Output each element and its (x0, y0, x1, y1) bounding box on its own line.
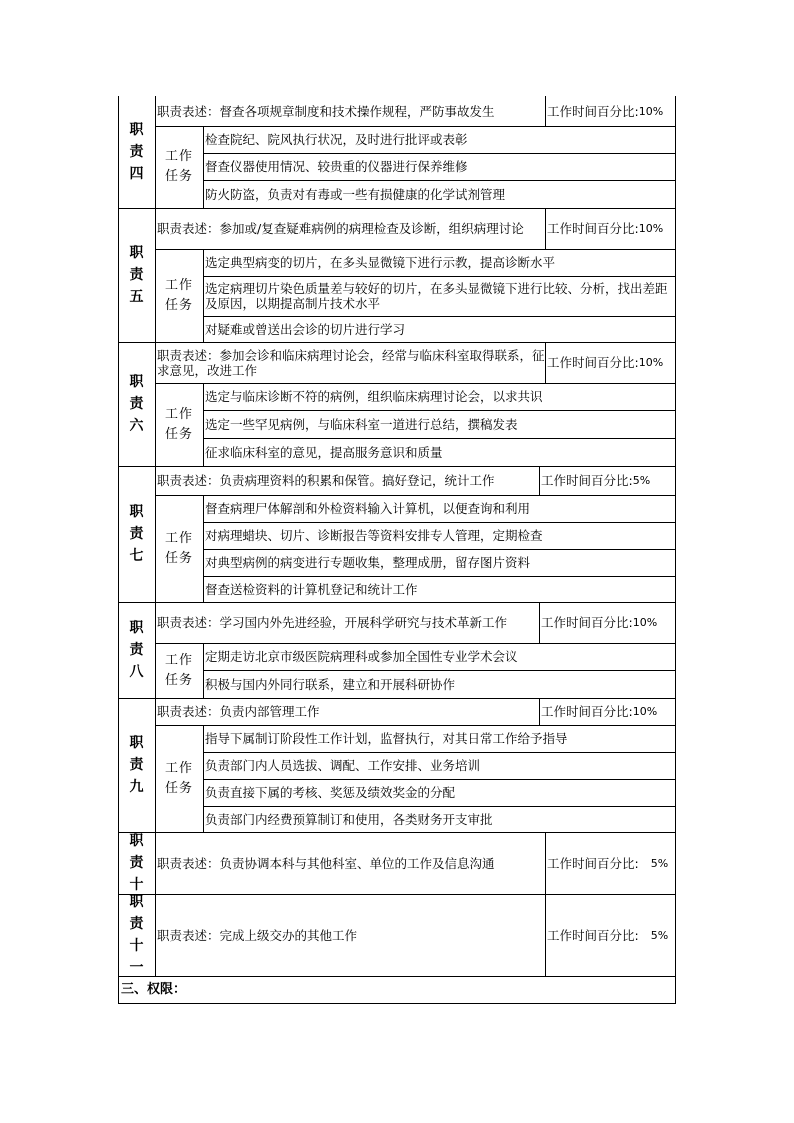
task-item: 指导下属制订阶段性工作计划，监督执行，对其日常工作给予指导 (205, 731, 568, 746)
task-item: 检查院纪、院风执行状况，及时进行批评或表彰 (205, 132, 468, 147)
time-percentage: 工作时间百分比: 5% (547, 927, 669, 943)
time-percentage: 工作时间百分比: 10% (541, 704, 658, 719)
time-percentage-value: 10% (638, 104, 664, 118)
duty-title: 职责十一 (129, 894, 144, 976)
time-percentage: 工作时间百分比: 10% (547, 103, 664, 119)
duty-title: 职责十 (129, 833, 144, 893)
duty-block-7 (118, 466, 676, 602)
duty-block-6 (118, 342, 676, 466)
time-percentage: 工作时间百分比: 5% (541, 473, 651, 488)
duty-statement: 职责表述：负责内部管理工作 (157, 704, 320, 719)
task-item: 负责直接下属的考核、奖惩及绩效奖金的分配 (205, 785, 456, 800)
task-item: 督查送检资料的计算机登记和统计工作 (205, 581, 418, 597)
task-item: 选定典型病变的切片，在多头显微镜下进行示教，提高诊断水平 (205, 255, 556, 270)
time-percentage-value: 10% (632, 705, 658, 718)
task-item: 积极与国内外同行联系，建立和开展科研协作 (205, 676, 456, 692)
task-item: 对典型病例的病变进行专题收集，整理成册，留存图片资料 (205, 555, 531, 570)
duty-block-5 (118, 208, 676, 342)
duty-statement: 职责表述：督查各项规章制度和技术操作规程，严防事故发生 (157, 103, 495, 119)
task-item: 选定病理切片染色质量差与较好的切片，在多头显微镜下进行比较、分析，找出差距及原因，以期提高制片技术水平 (205, 281, 668, 311)
duty-title: 职责四 (129, 122, 144, 182)
task-item: 定期走访北京市级医院病理科或参加全国性专业学术会议 (205, 649, 518, 664)
task-item: 对病理蜡块、切片、诊断报告等资料安排专人管理，定期检查 (205, 528, 543, 543)
duty-title: 职责九 (129, 735, 144, 795)
tasks-label: 工作任务 (165, 277, 194, 313)
duty-statement: 职责表述：负责病理资料的积累和保管。搞好登记，统计工作 (157, 473, 495, 488)
time-percentage: 工作时间百分比: 10% (547, 221, 664, 236)
tasks-label: 工作任务 (165, 652, 194, 688)
task-item: 督查仪器使用情况、较贵重的仪器进行保养维修 (205, 159, 468, 174)
time-percentage-value: 5% (632, 474, 651, 487)
duty-title: 职责六 (129, 374, 144, 434)
duty-statement: 职责表述：学习国内外先进经验，开展科学研究与技术革新工作 (157, 615, 508, 630)
time-percentage: 工作时间百分比: 5% (547, 855, 669, 871)
time-percentage: 工作时间百分比: 10% (541, 615, 658, 630)
duty-statement: 职责表述：负责协调本科与其他科室、单位的工作及信息沟通 (157, 855, 495, 871)
task-item: 督查病理尸体解剖和外检资料输入计算机，以便查询和利用 (205, 501, 531, 516)
section-heading-authority: 三、权限： (118, 976, 676, 1004)
duty-block-11 (118, 894, 676, 976)
task-item: 征求临床科室的意见，提高服务意识和质量 (205, 444, 443, 460)
tasks-label: 工作任务 (165, 149, 194, 184)
task-item: 负责部门内经费预算制订和使用，各类财务开支审批 (205, 811, 493, 827)
time-percentage: 工作时间百分比: 10% (547, 355, 664, 370)
duty-title: 职责七 (129, 504, 144, 564)
task-item: 对疑难或曾送出会诊的切片进行学习 (205, 321, 406, 337)
tasks-label: 工作任务 (165, 760, 194, 796)
duty-statement: 职责表述：参加或/复查疑难病例的病理检查及诊断，组织病理讨论 (157, 221, 524, 236)
task-item: 负责部门内人员选拔、调配、工作安排、业务培训 (205, 758, 481, 773)
duty-block-10 (118, 832, 676, 894)
duty-block-4 (118, 96, 676, 208)
time-percentage-value: 5% (650, 928, 669, 942)
time-percentage-value: 10% (632, 616, 658, 629)
duty-title: 职责五 (129, 245, 144, 305)
time-percentage-value: 10% (638, 222, 664, 235)
duty-title: 职责八 (129, 620, 144, 680)
task-item: 防火防盗，负责对有毒或一些有损健康的化学试剂管理 (205, 186, 506, 202)
time-percentage-value: 5% (650, 856, 669, 870)
time-percentage-value: 10% (638, 356, 664, 369)
task-item: 选定一些罕见病例，与临床科室一道进行总结，撰稿发表 (205, 416, 518, 432)
duty-block-8 (118, 602, 676, 698)
duty-statement: 职责表述：参加会诊和临床病理讨论会，经常与临床科室取得联系，征求意见，改进工作 (157, 347, 545, 378)
tasks-label: 工作任务 (165, 530, 194, 566)
task-item: 选定与临床诊断不符的病例，组织临床病理讨论会，以求共识 (205, 389, 543, 404)
tasks-label: 工作任务 (165, 406, 194, 442)
duty-statement: 职责表述：完成上级交办的其他工作 (157, 927, 358, 943)
duty-block-9 (118, 698, 676, 832)
